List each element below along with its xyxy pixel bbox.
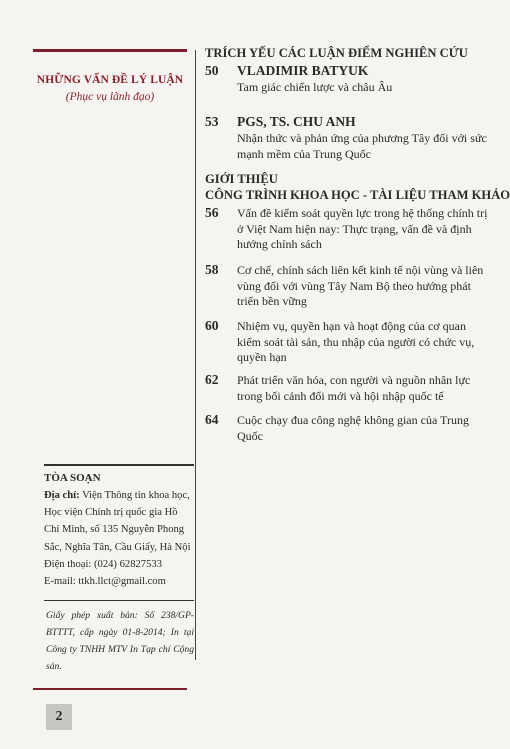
toc-title: Vấn đề kiểm soát quyền lực trong hệ thống chính trị ở Việt Nam hiện nay: Thực trạng, vấn đề và định hướng chính sách (237, 206, 488, 251)
toc-entry[interactable] (205, 412, 495, 446)
section-heading-intro: GIỚI THIỆU (205, 172, 278, 186)
toc-entry[interactable] (205, 114, 495, 166)
toc-entry[interactable] (205, 372, 495, 406)
toc-page-number: 58 (205, 262, 219, 277)
toc-title: Tam giác chiến lược và châu Âu (237, 80, 393, 94)
toc-page-number: 62 (205, 372, 219, 387)
toc-entry[interactable] (205, 262, 495, 312)
office-email[interactable]: E-mail: ttkh.llct@gmail.com (44, 576, 166, 588)
section-heading-abstracts: TRÍCH YẾU CÁC LUẬN ĐIỂM NGHIÊN CỨU (205, 46, 468, 60)
journal-subtitle: (Phục vụ lãnh đạo) (65, 91, 155, 103)
journal-title: NHỮNG VẤN ĐỀ LÝ LUẬN (36, 74, 184, 86)
office-phone: Điện thoại: (024) 62827533 (44, 558, 162, 570)
toc-page-number: 60 (205, 318, 219, 333)
toc-title: Nhiệm vụ, quyền hạn và hoạt động của cơ quan kiểm soát tài sản, thu nhập của người có chức vụ, quyền hạn (237, 319, 475, 364)
page-number: 2 (46, 704, 72, 730)
top-divider (33, 49, 187, 52)
toc-title: Nhận thức và phản ứng của phương Tây đối với sức mạnh mềm của Trung Quốc (237, 131, 487, 161)
office-divider (44, 464, 194, 466)
office-info (44, 487, 194, 590)
license-divider (44, 600, 194, 601)
column-divider (195, 50, 196, 660)
toc-page-number: 64 (205, 412, 219, 427)
bottom-divider (33, 688, 187, 690)
office-address: Viện Thông tin khoa học, Học viện Chính trị quốc gia Hồ Chí Minh, số 135 Nguyễn Phong Sắc, Nghĩa Tân, Cầu Giấy, Hà Nội (44, 490, 191, 553)
toc-entry[interactable] (205, 318, 495, 368)
toc-author: PGS, TS. CHU ANH (237, 114, 356, 129)
toc-entry[interactable] (205, 205, 495, 255)
toc-page-number: 50 (205, 63, 219, 78)
toc-page-number: 56 (205, 205, 219, 220)
toc-entry[interactable] (205, 63, 495, 103)
address-label: Địa chỉ: (44, 490, 80, 501)
toc-title: Phát triển văn hóa, con người và nguồn nhân lực trong bối cảnh đổi mới và hội nhập quốc tế (237, 373, 471, 403)
section-heading-intro-sub: CÔNG TRÌNH KHOA HỌC - TÀI LIỆU THAM KHẢO (205, 188, 510, 202)
license-text: Giấy phép xuất bản: Số 238/GP-BTTTT, cấp ngày 01-8-2014; In tại Công ty TNHH MTV In Tạp chí Cộng sản. (46, 610, 194, 672)
office-heading: TÒA SOẠN (44, 472, 101, 484)
toc-title: Cuộc chạy đua công nghệ không gian của Trung Quốc (237, 413, 469, 443)
toc-author: VLADIMIR BATYUK (237, 63, 369, 78)
toc-page-number: 53 (205, 114, 219, 129)
toc-title: Cơ chế, chính sách liên kết kinh tế nội vùng và liên vùng đối với vùng Tây Nam Bộ theo hướng phát triển bền vững (237, 263, 484, 308)
